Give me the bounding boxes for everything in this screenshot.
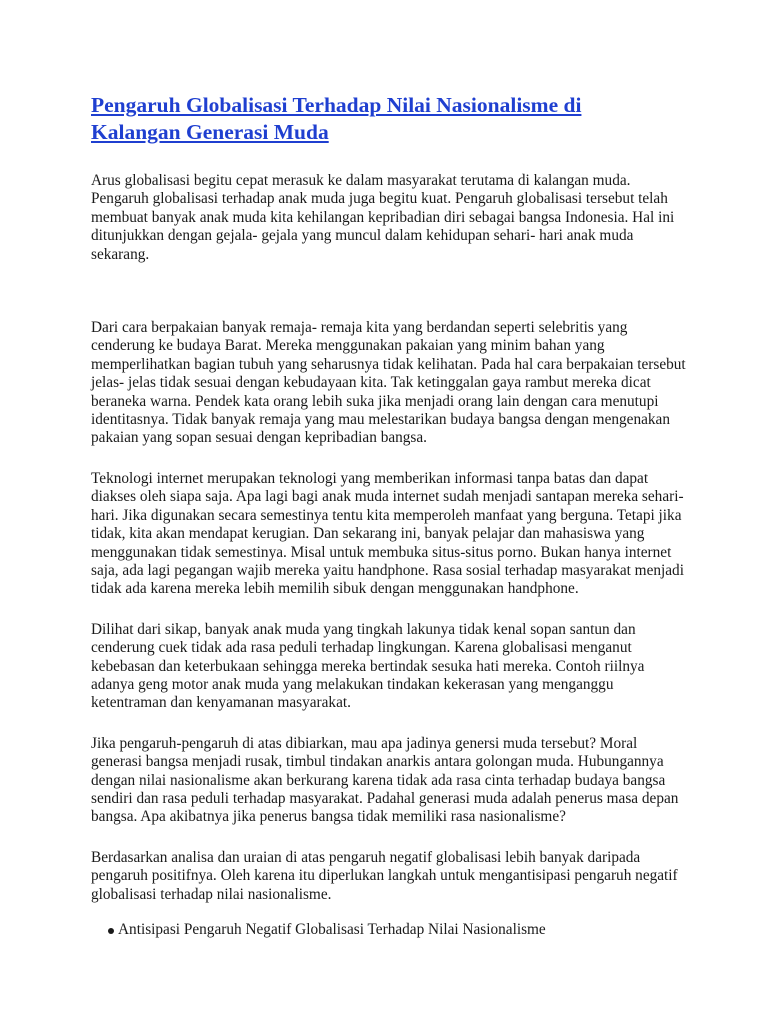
- paragraph-5: Jika pengaruh-pengaruh di atas dibiarkan, mau apa jadinya genersi muda tersebut? Moral generasi bangsa menjadi rusak, timbul tindakan anarkis antara golongan muda. Hubungannya dengan nilai nasionalisme akan berkurang karena tidak ada rasa cinta terhadap budaya bangsa sendiri dan rasa peduli terhadap masyarakat. Padahal generasi muda adalah penerus masa depan bangsa. Apa akibatnya jika penerus bangsa tidak memiliki rasa nasionalisme?: [91, 734, 679, 826]
- paragraph-3: Teknologi internet merupakan teknologi yang memberikan informasi tanpa batas dan dapat diakses oleh siapa saja. Apa lagi bagi anak muda internet sudah menjadi santapan mereka sehari-hari. Jika digunakan secara semestinya tentu kita memperoleh manfaat yang berguna. Tetapi jika tidak, kita akan mendapat kerugian. Dan sekarang ini, banyak pelajar dan mahasiswa yang menggunakan tidak semestinya. Misal untuk membuka situs-situs porno. Bukan hanya internet saja, ada lagi pegangan wajib mereka yaitu handphone. Rasa sosial terhadap masyarakat menjadi tidak ada karena mereka lebih memilih sibuk dengan menggunakan handphone.: [91, 469, 684, 598]
- paragraph-6: Berdasarkan analisa dan uraian di atas pengaruh negatif globalisasi lebih banyak daripada pengaruh positifnya. Oleh karena itu diperlukan langkah untuk mengantisipasi pengaruh negatif globalisasi terhadap nilai nasionalisme.: [91, 848, 678, 903]
- bullet-item: [108, 921, 691, 939]
- title-line-1[interactable]: Pengaruh Globalisasi Terhadap Nilai Nasionalisme di: [91, 93, 582, 117]
- document-title[interactable]: [91, 92, 691, 146]
- title-line-2[interactable]: Kalangan Generasi Muda: [91, 120, 329, 144]
- document-page: [91, 92, 691, 939]
- bullet-item-text: Antisipasi Pengaruh Negatif Globalisasi Terhadap Nilai Nasionalisme: [118, 921, 546, 938]
- paragraph-1: Arus globalisasi begitu cepat merasuk ke dalam masyarakat terutama di kalangan muda. Pengaruh globalisasi terhadap anak muda juga begitu kuat. Pengaruh globalisasi tersebut telah membuat banyak anak muda kita kehilangan kepribadian diri sebagai bangsa Indonesia. Hal ini ditunjukkan dengan gejala- gejala yang muncul dalam kehidupan sehari- hari anak muda sekarang.: [91, 172, 675, 263]
- bullet-dot-icon: [108, 928, 114, 934]
- paragraph-4: Dilihat dari sikap, banyak anak muda yang tingkah lakunya tidak kenal sopan santun dan cenderung cuek tidak ada rasa peduli terhadap lingkungan. Karena globalisasi menganut kebebasan dan keterbukaan sehingga mereka bertindak sesuka hati mereka. Contoh riilnya adanya geng motor anak muda yang melakukan tindakan kekerasan yang menganggu ketentraman dan kenyamanan masyarakat.: [91, 620, 645, 712]
- paragraph-2: Dari cara berpakaian banyak remaja- remaja kita yang berdandan seperti selebritis yang cenderung ke budaya Barat. Mereka menggunakan pakaian yang minim bahan yang memperlihatkan bagian tubuh yang seharusnya tidak kelihatan. Pada hal cara berpakaian tersebut jelas- jelas tidak sesuai dengan kebudayaan kita. Tak ketinggalan gaya rambut mereka dicat beraneka warna. Pendek kata orang lebih suka jika menjadi orang lain dengan cara menutupi identitasnya. Tidak banyak remaja yang mau melestarikan budaya bangsa dengan mengenakan pakaian yang sopan sesuai dengan kepribadian bangsa.: [91, 319, 686, 447]
- bullet-list: [91, 921, 691, 939]
